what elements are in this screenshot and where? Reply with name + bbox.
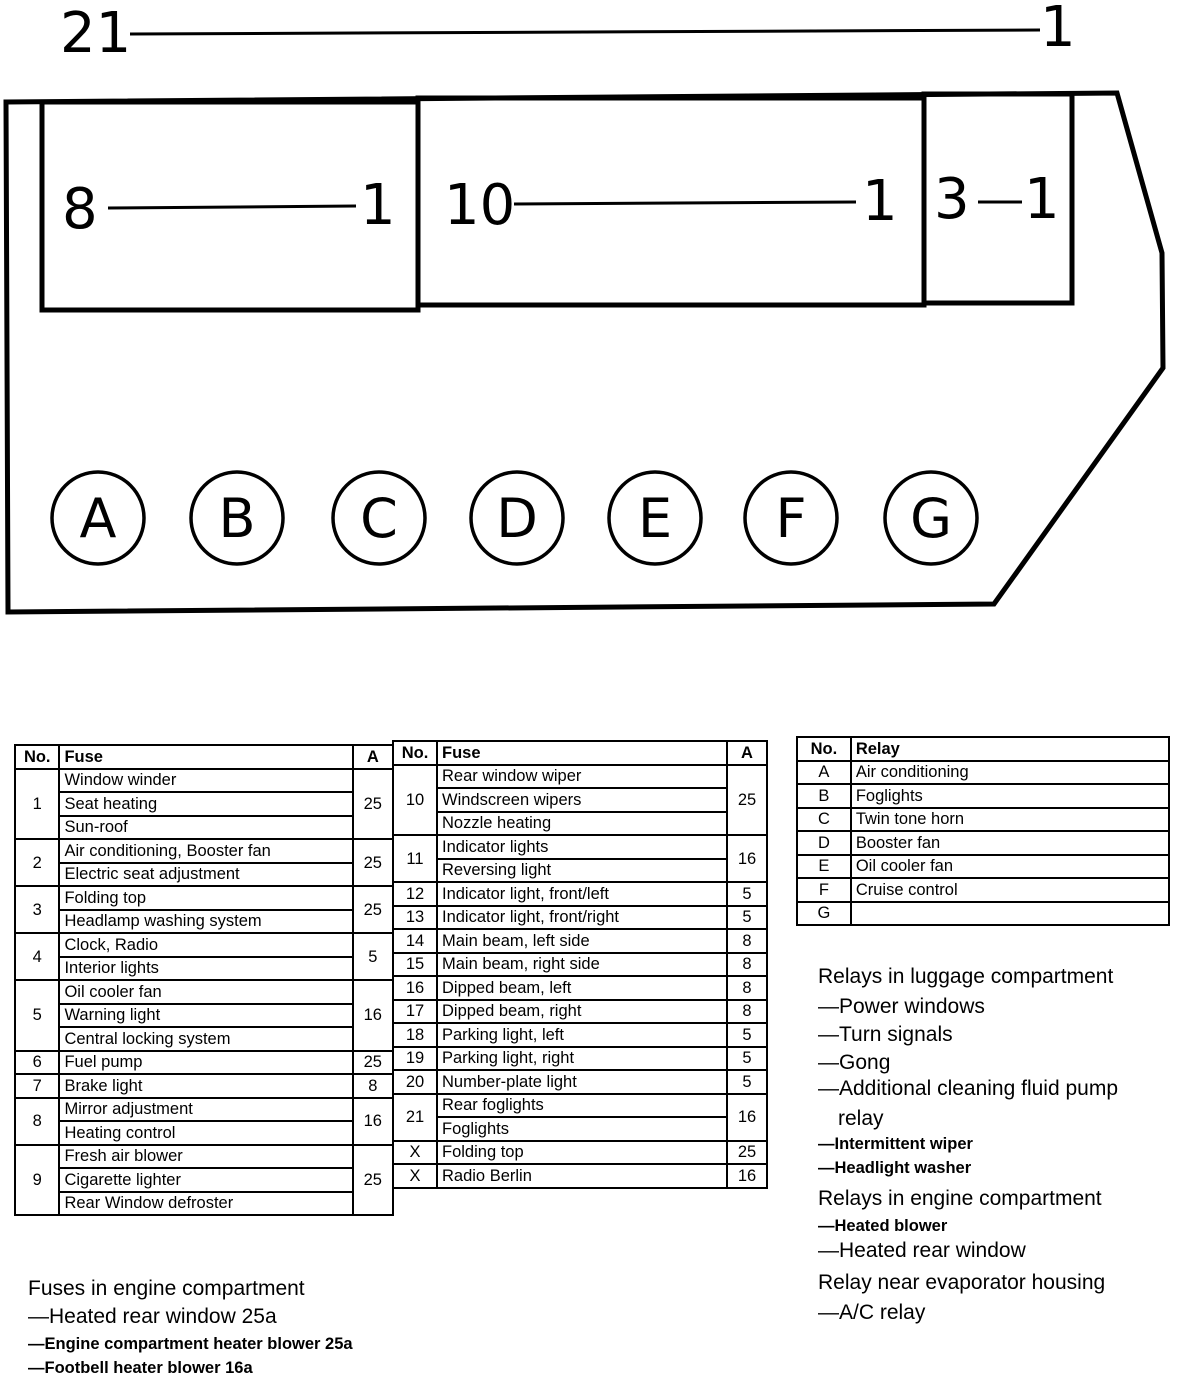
relay-function (851, 902, 1169, 926)
relay-function: Air conditioning (851, 761, 1169, 785)
table-row (797, 855, 1169, 879)
table-row (15, 910, 393, 934)
fuse-circuit: Headlamp washing system (59, 910, 352, 934)
fuse-table-1-header (15, 745, 393, 769)
note-line: Relays in engine compartment (818, 1187, 1102, 1210)
header-no: No. (15, 745, 59, 769)
fuse-amperage: 16 (727, 1094, 767, 1141)
fuse-amperage: 16 (353, 1098, 393, 1145)
fuse-circuit: Rear Window defroster (59, 1192, 352, 1216)
table-row (15, 1121, 393, 1145)
fuse-amperage: 8 (727, 953, 767, 977)
table-row (393, 882, 767, 906)
relay-number: D (797, 831, 851, 855)
fuse-number: 10 (393, 765, 437, 836)
fuse-table-1 (14, 744, 394, 1216)
fuse-circuit: Reversing light (437, 859, 727, 883)
table-row (393, 976, 767, 1000)
fuse-circuit: Fresh air blower (59, 1145, 352, 1169)
note-line: —Heated blower (818, 1217, 948, 1235)
table-row (797, 831, 1169, 855)
fuse-circuit: Rear window wiper (437, 765, 727, 789)
table-row (797, 761, 1169, 785)
fuse-circuit: Windscreen wipers (437, 788, 727, 812)
table-row (393, 1164, 767, 1188)
note-line: —Turn signals (818, 1023, 953, 1046)
fuse-number: 13 (393, 906, 437, 930)
table-row (393, 1141, 767, 1165)
fuse-circuit: Nozzle heating (437, 812, 727, 836)
fuse-circuit: Mirror adjustment (59, 1098, 352, 1122)
note-line: —Gong (818, 1051, 891, 1074)
fuse-circuit: Number-plate light (437, 1070, 727, 1094)
fuse-number: 18 (393, 1023, 437, 1047)
fuse-circuit: Warning light (59, 1004, 352, 1028)
relay-function: Booster fan (851, 831, 1169, 855)
fuse-circuit: Rear foglights (437, 1094, 727, 1118)
middle-block-range-line (514, 202, 856, 204)
fuse-number: 3 (15, 886, 59, 933)
table-row (15, 1074, 393, 1098)
fuse-circuit: Sun-roof (59, 816, 352, 840)
table-row (15, 1051, 393, 1075)
fuse-box-outline (6, 93, 1163, 612)
fuse-amperage: 5 (727, 906, 767, 930)
fuse-circuit: Parking light, left (437, 1023, 727, 1047)
fuse-amperage: 25 (353, 1051, 393, 1075)
fuse-circuit: Indicator light, front/right (437, 906, 727, 930)
fuse-amperage: 8 (727, 1000, 767, 1024)
fuse-amperage: 5 (353, 933, 393, 980)
fuse-circuit: Brake light (59, 1074, 352, 1098)
middle-block-end-label: 1 (862, 169, 898, 234)
fuse-amperage: 16 (727, 1164, 767, 1188)
table-row (393, 1094, 767, 1118)
relay-position-label-f: F (775, 487, 807, 550)
fuse-circuit: Folding top (59, 886, 352, 910)
fuse-circuit: Folding top (437, 1141, 727, 1165)
fuse-circuit: Interior lights (59, 957, 352, 981)
table-row (15, 839, 393, 863)
fuse-number: 16 (393, 976, 437, 1000)
fuse-number: 17 (393, 1000, 437, 1024)
fuse-number: 14 (393, 929, 437, 953)
left-block-end-label: 1 (360, 173, 396, 238)
header-fuse: Fuse (59, 745, 352, 769)
top-range-end-label: 1 (1040, 0, 1076, 60)
fuse-amperage: 5 (727, 1047, 767, 1071)
fuse-amperage: 25 (353, 886, 393, 933)
table-row (15, 1192, 393, 1216)
fuse-circuit: Fuel pump (59, 1051, 352, 1075)
table-row (393, 1023, 767, 1047)
table-row (15, 933, 393, 957)
relay-position-label-b: B (218, 487, 256, 550)
fuse-number: X (393, 1164, 437, 1188)
relay-function: Oil cooler fan (851, 855, 1169, 879)
header-amp: A (727, 741, 767, 765)
table-row (15, 792, 393, 816)
table-row (15, 816, 393, 840)
table-row (15, 957, 393, 981)
fuse-number: 19 (393, 1047, 437, 1071)
note-line: —A/C relay (818, 1301, 926, 1324)
note-line: —Heated rear window (818, 1239, 1026, 1262)
fuse-number: 2 (15, 839, 59, 886)
table-row (393, 1000, 767, 1024)
fuse-amperage: 25 (727, 1141, 767, 1165)
top-range-line (130, 30, 1040, 34)
right-block-start-label: 3 (934, 167, 970, 232)
note-line: —Intermittent wiper (818, 1135, 973, 1153)
relay-position-label-e: E (637, 487, 673, 550)
fuse-circuit: Air conditioning, Booster fan (59, 839, 352, 863)
relay-number: C (797, 808, 851, 832)
fuse-number: 12 (393, 882, 437, 906)
fuse-circuit: Central locking system (59, 1027, 352, 1051)
table-row (15, 1027, 393, 1051)
note-line: —Headlight washer (818, 1159, 972, 1177)
table-row (393, 1070, 767, 1094)
table-row (393, 812, 767, 836)
fuse-amperage: 16 (727, 835, 767, 882)
middle-block-start-label: 10 (444, 173, 516, 238)
relay-number: B (797, 784, 851, 808)
fuse-number: 8 (15, 1098, 59, 1145)
top-range-start-label: 21 (60, 1, 132, 66)
note-line: Relays in luggage compartment (818, 965, 1114, 988)
relay-table (796, 736, 1170, 926)
relay-number: F (797, 878, 851, 902)
fuse-amperage: 8 (727, 929, 767, 953)
fuse-circuit: Foglights (437, 1117, 727, 1141)
fuse-amperage: 25 (353, 1145, 393, 1216)
table-row (15, 1098, 393, 1122)
fuse-table-2-header (393, 741, 767, 765)
fuse-circuit: Main beam, right side (437, 953, 727, 977)
relay-position-label-d: D (496, 487, 538, 550)
note-line: —Power windows (818, 995, 985, 1018)
fuse-amperage: 25 (353, 839, 393, 886)
fuse-number: 6 (15, 1051, 59, 1075)
table-row (797, 902, 1169, 926)
fuse-amperage: 25 (727, 765, 767, 836)
fuse-circuit: Clock, Radio (59, 933, 352, 957)
table-row (15, 886, 393, 910)
relay-function: Twin tone horn (851, 808, 1169, 832)
fuse-circuit: Dipped beam, left (437, 976, 727, 1000)
relay-table-header (797, 737, 1169, 761)
table-row (393, 835, 767, 859)
fuse-number: 7 (15, 1074, 59, 1098)
left-block-range-line (108, 206, 356, 208)
table-row (15, 1168, 393, 1192)
fuse-circuit: Parking light, right (437, 1047, 727, 1071)
fuse-circuit: Seat heating (59, 792, 352, 816)
table-row (393, 1117, 767, 1141)
table-row (393, 929, 767, 953)
fuse-number: 11 (393, 835, 437, 882)
relay-position-label-c: C (360, 487, 398, 550)
fuse-number: 1 (15, 769, 59, 840)
table-row (15, 863, 393, 887)
table-row (797, 808, 1169, 832)
table-row (15, 769, 393, 793)
left-block-start-label: 8 (62, 177, 98, 242)
table-row (393, 953, 767, 977)
fuse-amperage: 8 (353, 1074, 393, 1098)
table-row (393, 788, 767, 812)
header-no: No. (393, 741, 437, 765)
table-row (797, 784, 1169, 808)
fuse-circuit: Oil cooler fan (59, 980, 352, 1004)
fuse-number: X (393, 1141, 437, 1165)
relay-position-label-a: A (79, 487, 117, 550)
fuse-circuit: Indicator lights (437, 835, 727, 859)
note-line: Fuses in engine compartment (28, 1277, 305, 1300)
fuse-number: 15 (393, 953, 437, 977)
header-fuse: Fuse (437, 741, 727, 765)
relay-number: A (797, 761, 851, 785)
note-line: —Additional cleaning fluid pump (818, 1077, 1119, 1100)
fuse-number: 21 (393, 1094, 437, 1141)
fuse-circuit: Cigarette lighter (59, 1168, 352, 1192)
table-row (393, 765, 767, 789)
note-line: —Engine compartment heater blower 25a (28, 1335, 353, 1353)
table-row (15, 1004, 393, 1028)
table-row (15, 980, 393, 1004)
note-line: —Heated rear window 25a (28, 1305, 277, 1328)
relay-number: G (797, 902, 851, 926)
fuse-amperage: 5 (727, 1070, 767, 1094)
fuse-number: 4 (15, 933, 59, 980)
table-row (15, 1145, 393, 1169)
fuse-circuit: Electric seat adjustment (59, 863, 352, 887)
fuse-amperage: 8 (727, 976, 767, 1000)
fuse-circuit: Indicator light, front/left (437, 882, 727, 906)
header-amp: A (353, 745, 393, 769)
fuse-amperage: 25 (353, 769, 393, 840)
fuse-circuit: Radio Berlin (437, 1164, 727, 1188)
note-line: Relay near evaporator housing (818, 1271, 1106, 1294)
fuse-table-2 (392, 740, 768, 1189)
fuse-amperage: 5 (727, 882, 767, 906)
fuse-number: 20 (393, 1070, 437, 1094)
relay-function: Cruise control (851, 878, 1169, 902)
fuse-number: 9 (15, 1145, 59, 1216)
fuse-circuit: Dipped beam, right (437, 1000, 727, 1024)
right-block-end-label: 1 (1024, 167, 1060, 232)
fuse-amperage: 5 (727, 1023, 767, 1047)
note-line: —Footbell heater blower 16a (28, 1359, 253, 1377)
fuse-circuit: Window winder (59, 769, 352, 793)
fuse-amperage: 16 (353, 980, 393, 1051)
fuse-circuit: Main beam, left side (437, 929, 727, 953)
fuse-number: 5 (15, 980, 59, 1051)
note-line: relay (838, 1107, 884, 1130)
header-no: No. (797, 737, 851, 761)
fuse-circuit: Heating control (59, 1121, 352, 1145)
table-row (797, 878, 1169, 902)
fuse-box-diagram (0, 0, 1184, 640)
table-row (393, 859, 767, 883)
table-row (393, 906, 767, 930)
relay-position-label-g: G (910, 487, 952, 550)
table-row (393, 1047, 767, 1071)
relay-function: Foglights (851, 784, 1169, 808)
relay-number: E (797, 855, 851, 879)
header-relay: Relay (851, 737, 1169, 761)
